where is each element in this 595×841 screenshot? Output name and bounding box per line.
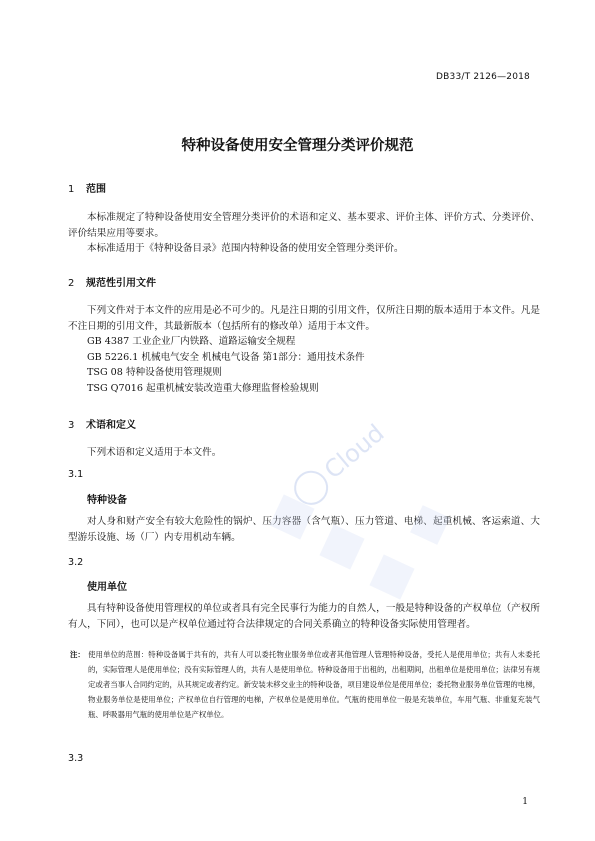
section-3-number: 3 bbox=[68, 420, 75, 431]
watermark-stamp-marks bbox=[269, 494, 450, 599]
section-2-number: 2 bbox=[68, 278, 75, 289]
terms-intro: 下列术语和定义适用于本文件。 bbox=[87, 447, 222, 458]
watermark-logo-text: Cloud bbox=[318, 418, 390, 485]
page-number: 1 bbox=[522, 797, 528, 807]
clause-3-2-number: 3.2 bbox=[68, 557, 84, 568]
references-intro: 下列文件对于本文件的应用是必不可少的。凡是注日期的引用文件，仅所注日期的版本适用于本文件。凡是不注日期的引用文件，其最新版本（包括所有的修改单）适用于本文件。 bbox=[68, 305, 540, 332]
definition-special-equipment: 对人身和财产安全有较大危险性的锅炉、压力容器（含气瓶）、压力管道、电梯、起重机械、客运索道、大型游乐设施、场（厂）内专用机动车辆。 bbox=[68, 516, 540, 543]
definition-user-unit: 具有特种设备使用管理权的单位或者具有完全民事行为能力的自然人，一般是特种设备的产权单位（产权所有人，下同），也可以是产权单位通过符合法律规定的合同关系确立的特种设备实际使用管理者。 bbox=[68, 603, 540, 630]
watermark-ring-icon bbox=[289, 465, 334, 510]
reference-item: GB 4387 工业企业厂内铁路、道路运输安全规程 bbox=[87, 336, 296, 347]
document-title: 特种设备使用安全管理分类评价规范 bbox=[181, 138, 414, 154]
section-3-heading bbox=[68, 416, 136, 431]
section-2-heading bbox=[68, 274, 156, 289]
reference-item: TSG 08 特种设备使用管理规则 bbox=[87, 367, 222, 378]
section-2-title: 规范性引用文件 bbox=[86, 278, 156, 289]
term-special-equipment: 特种设备 bbox=[87, 495, 127, 506]
section-1-heading bbox=[68, 180, 106, 195]
standard-code: DB33/T 2126—2018 bbox=[436, 72, 530, 82]
reference-item: GB 5226.1 机械电气安全 机械电气设备 第1部分：通用技术条件 bbox=[87, 352, 365, 363]
note-label: 注： bbox=[70, 650, 85, 659]
section-1-title: 范围 bbox=[86, 184, 106, 195]
reference-item: TSG Q7016 起重机械安装改造重大修理监督检验规则 bbox=[87, 383, 319, 394]
section-3-title: 术语和定义 bbox=[86, 420, 136, 431]
watermark-logo bbox=[255, 330, 475, 620]
scope-paragraph-1: 本标准规定了特种设备使用安全管理分类评价的术语和定义、基本要求、评价主体、评价方式、分类评价、评价结果应用等要求。 bbox=[68, 212, 540, 239]
clause-3-3-number: 3.3 bbox=[68, 753, 84, 764]
note-text: 使用单位的范围：特种设备属于共有的，共有人可以委托物业服务单位或者其他管理人管理特种设备，受托人是使用单位；共有人未委托的，实际管理人是使用单位；没有实际管理人的，共有人是使用单位。特种设备用于出租的，出租期间，出租单位是使用单位；法律另有规定或者当事人合同约定的，从其规定或者约定。新安装未移交业主的特种设备，项目建设单位是使用单位；委托物业服务单位管理的电梯，物业服务单位是使用单位；产权单位自行管理的电梯，产权单位是使用单位。气瓶的使用单位一般是充装单位，车用气瓶、非重复充装气瓶、呼吸器用气瓶的使用单位是产权单位。 bbox=[88, 650, 540, 719]
section-1-number: 1 bbox=[68, 184, 75, 195]
note-user-unit-scope bbox=[70, 647, 540, 722]
scope-paragraph-2: 本标准适用于《特种设备目录》范围内特种设备的使用安全管理分类评价。 bbox=[87, 243, 404, 254]
term-user-unit: 使用单位 bbox=[87, 582, 127, 593]
clause-3-1-number: 3.1 bbox=[68, 469, 84, 480]
